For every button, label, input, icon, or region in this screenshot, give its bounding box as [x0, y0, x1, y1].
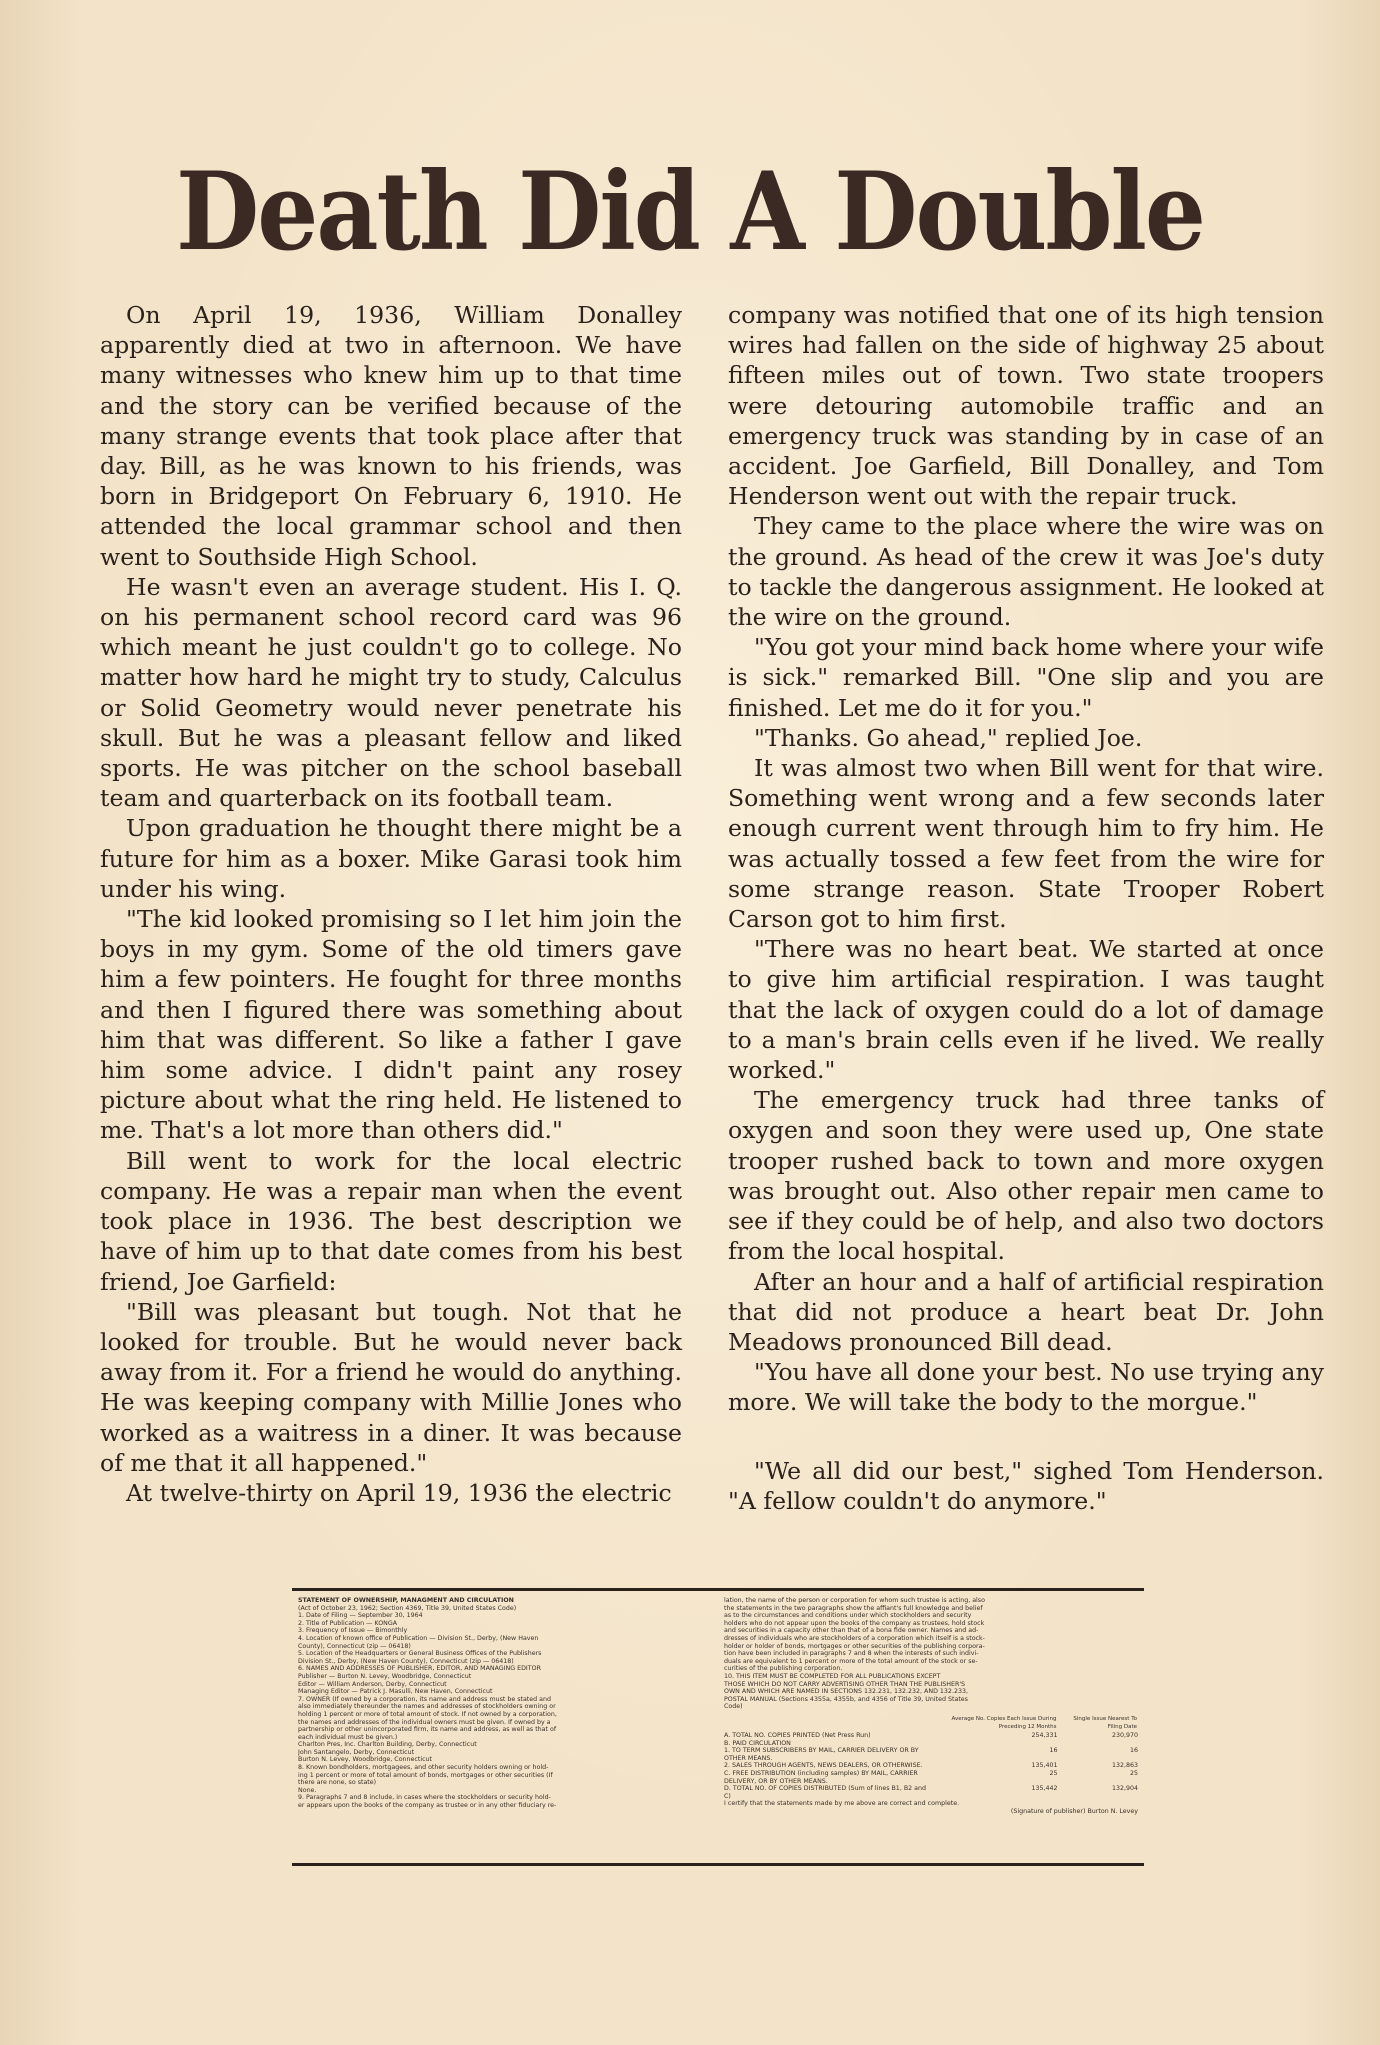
statement-line: Division St., Derby, (New Haven County), Connecticut (zip — 06418): [298, 1657, 514, 1665]
table-cell: 16: [1129, 1747, 1138, 1755]
statement-line: there are none, so state): [298, 1779, 377, 1787]
statement-line: THOSE WHICH DO NOT CARRY ADVERTISING OTHER THAN THE PUBLISHER'S: [724, 1680, 966, 1688]
paragraph: "The kid looked promising so I let him join the boys in my gym. Some of the old timers gave him a few pointers. He fought for three months and then I figured there was something about him that was different. So like a father I gave him some advice. I didn't paint any rosey picture about what the ring held. He listened to me. That's a lot more than others did.": [100, 905, 682, 1145]
statement-line: tion have been included in paragraphs 7 and 8 when the interests of such indivi-: [724, 1650, 979, 1658]
statement-line: and securities in a capacity other than that of a bona fide owner. Names and ad-: [724, 1627, 979, 1635]
table-cell: C. FREE DISTRIBUTION (including samples) BY MAIL, CARRIER DELIVERY, OR BY OTHER MEANS.: [724, 1770, 918, 1785]
statement-line: 6. NAMES AND ADDRESSES OF PUBLISHER, EDITOR, AND MANAGING EDITOR: [298, 1665, 541, 1673]
table-row: [724, 1715, 1138, 1732]
table-cell: [1058, 1740, 1138, 1748]
statement-line: partnership or other unincorporated firm, its name and address, as well as that of: [298, 1726, 557, 1734]
table-row: [724, 1732, 1138, 1740]
paragraph: "Thanks. Go ahead," replied Joe.: [754, 723, 1143, 752]
paragraph: "You have all done your best. No use trying any more. We will take the body to the morgue.": [728, 1358, 1324, 1417]
statement-line: the names and addresses of the individual owners must be given. If owned by a: [298, 1718, 551, 1726]
paragraph: "Bill was pleasant but tough. Not that he looked for trouble. But he would never back away from it. For a friend he would do anything. He was keeping company with Millie Jones who worked as a waitress in a diner. It was because of me that it all happened.": [100, 1297, 682, 1477]
statement-line: Publisher — Burton N. Levey, Woodbridge, Connecticut: [298, 1672, 472, 1680]
statement-line: STATEMENT OF OWNERSHIP, MANAGMENT AND CIRCULATION: [298, 1597, 514, 1604]
statement-line: Burton N. Levey, Woodbridge, Connecticut: [298, 1756, 433, 1764]
statement-line: 8. Known bondholders, mortgagees, and other security holders owning or hold-: [298, 1764, 549, 1772]
table-row: [724, 1785, 1138, 1800]
table-cell: 230,970: [1111, 1732, 1138, 1740]
table-cell: 254,331: [1031, 1732, 1058, 1740]
statement-line: (Act of October 23, 1962; Section 4369, Title 39, United States Code): [298, 1604, 517, 1612]
statement-line: 9. Paragraphs 7 and 8 include, in cases where the stockholders or security hold-: [298, 1794, 551, 1802]
table-header: Single Issue Nearest To Filing Date: [1073, 1715, 1137, 1730]
statement-line: Editor — William Anderson, Derby, Connecticut: [298, 1680, 447, 1688]
table-cell: [932, 1740, 1058, 1748]
statement-line: POSTAL MANUAL (Sections 4355a, 4355b, and 4356 of Title 39, United States: [724, 1695, 968, 1703]
table-row: [724, 1770, 1138, 1785]
paragraph: "You got your mind back home where your wife is sick." remarked Bill. "One slip and you are finished. Let me do it for you.": [728, 633, 1324, 722]
paragraph: "There was no heart beat. We started at once to give him artificial respiration. I was taught that the lack of oxygen could do a lot of damage to a man's brain cells even if he lived. We really worked.": [728, 935, 1324, 1085]
statement-line: er appears upon the books of the company as trustee or in any other fiduciary re-: [298, 1802, 557, 1810]
article-title: Death Did A Double: [175, 148, 1204, 275]
statement-line: 2. Title of Publication — KONGA: [298, 1619, 398, 1627]
statement-line: OWN AND WHICH ARE NAMED IN SECTIONS 132.231, 132.232, AND 132.233,: [724, 1688, 968, 1696]
statement-line: 4. Location of known office of Publication — Division St., Derby, (New Haven: [298, 1634, 539, 1642]
statement-line: Code): [724, 1703, 743, 1711]
statement-certify: I certify that the statements made by me above are correct and complete.: [724, 1800, 960, 1808]
statement-line: dresses of individuals who are stockholders of a corporation which itself is a stock-: [724, 1634, 985, 1642]
table-cell: 1. TO TERM SUBSCRIBERS BY MAIL, CARRIER DELIVERY OR BY OTHER MEANS.: [724, 1747, 919, 1762]
table-row: [724, 1762, 1138, 1770]
statement-line: as to the circumstances and conditions under which stockholders and security: [724, 1612, 972, 1620]
table-header: Average No. Copies Each Issue During Preceding 12 Months: [951, 1715, 1057, 1730]
table-cell: 135,401: [1031, 1762, 1058, 1770]
table-cell: A. TOTAL NO. COPIES PRINTED (Net Press Run): [724, 1732, 871, 1740]
table-cell: 2. SALES THROUGH AGENTS, NEWS DEALERS, OR OTHERWISE.: [724, 1762, 923, 1770]
statement-line: John Santangelo, Derby, Connecticut: [298, 1748, 415, 1756]
table-cell: 132,863: [1111, 1762, 1138, 1770]
ownership-statement: [292, 1588, 1144, 1866]
paragraph: The emergency truck had three tanks of oxygen and soon they were used up, One state trooper rushed back to town and more oxygen was brought out. Also other repair men came to see if they could be of help, and also two doctors from the local hospital.: [728, 1086, 1324, 1266]
paragraph: company was notified that one of its high tension wires had fallen on the side of highway 25 about fifteen miles out of town. Two state troopers were detouring automobile traffic and an emergency truck was standing by in case of an accident. Joe Garfield, Bill Donalley, and Tom Henderson went out with the repair truck.: [728, 301, 1324, 511]
statement-line: holders who do not appear upon the books of the company as trustees, hold stock: [724, 1619, 985, 1627]
paragraph: On April 19, 1936, William Donalley apparently died at two in afternoon. We have many witnesses who knew him up to that time and the story can be verified because of the many strange events that took place after that day. Bill, as he was known to his friends, was born in Bridgeport On February 6, 1910. He attended the local grammar school and then went to Southside High School.: [100, 301, 682, 571]
table-row: [724, 1747, 1138, 1762]
statement-line: curities of the publishing corporation.: [724, 1665, 843, 1673]
paragraph: Bill went to work for the local electric company. He was a repair man when the event took place in 1936. The best description we have of him up to that date comes from his best friend, Joe Garfield:: [100, 1146, 682, 1296]
statement-line: County), Connecticut (zip — 06418): [298, 1642, 411, 1650]
statement-signature: (Signature of publisher) Burton N. Levey: [1010, 1808, 1138, 1816]
right-column: [728, 300, 1324, 1516]
table-cell: 25: [1049, 1770, 1058, 1778]
paragraph: Upon graduation he thought there might be a future for him as a boxer. Mike Garasi took him under his wing.: [100, 814, 682, 903]
statement-line: 5. Location of the Headquarters or General Business Offices of the Publishers: [298, 1650, 542, 1658]
paragraph: They came to the place where the wire was on the ground. As head of the crew it was Joe's duty to tackle the dangerous assignment. He looked at the wire on the ground.: [728, 512, 1324, 632]
statement-line: each individual must be given.): [298, 1733, 398, 1741]
paragraph: He wasn't even an average student. His I. Q. on his permanent school record card was 96 which meant he just couldn't go to college. No matter how hard he might try to study, Calculus or Solid Geometry would never penetrate his skull. But he was a pleasant fellow and liked sports. He was pitcher on the school baseball team and quarterback on its football team.: [100, 572, 682, 813]
statement-right-column: [718, 1591, 1144, 1863]
statement-left-column: [292, 1591, 718, 1863]
statement-line: 7. OWNER (If owned by a corporation, its name and address must be stated and: [298, 1695, 552, 1703]
statement-line: duals are equivalent to 1 percent or more of the total amount of the stock or se-: [724, 1657, 978, 1665]
table-cell: B. PAID CIRCULATION: [724, 1739, 791, 1747]
statement-line: 3. Frequency of Issue — Bimonthly: [298, 1627, 408, 1635]
paragraph: At twelve-thirty on April 19, 1936 the electric: [126, 1478, 672, 1507]
statement-line: also immediately thereunder the names and addresses of stockholders owning or: [298, 1703, 556, 1711]
table-cell: 132,904: [1111, 1785, 1138, 1793]
paragraph: It was almost two when Bill went for that wire. Something went wrong and a few seconds later enough current went through him to fry him. He was actually tossed a few feet from the wire for some strange reason. State Trooper Robert Carson got to him first.: [728, 754, 1324, 934]
statement-line: lation, the name of the person or corporation for whom such trustee is acting, also: [724, 1597, 985, 1604]
paragraph: "We all did our best," sighed Tom Henderson. "A fellow couldn't do anymore.": [728, 1456, 1324, 1515]
statement-line: ing 1 percent or more of total amount of bonds, mortgages or other securities (If: [298, 1771, 553, 1779]
left-column: [100, 300, 682, 1508]
table-cell: D. TOTAL NO. OF COPIES DISTRIBUTED (Sum of lines B1, B2 and C): [724, 1785, 926, 1800]
statement-line: the statements in the two paragraphs show the affiant's full knowledge and belief: [724, 1604, 983, 1612]
paragraph: After an hour and a half of artificial respiration that did not produce a heart beat Dr. John Meadows pronounced Bill dead.: [728, 1267, 1324, 1356]
table-cell: 16: [1049, 1747, 1058, 1755]
table-row: [724, 1740, 1138, 1748]
statement-line: 1. Date of Filing — September 30, 1964: [298, 1612, 423, 1620]
statement-line: 10. THIS ITEM MUST BE COMPLETED FOR ALL PUBLICATIONS EXCEPT: [724, 1672, 941, 1680]
statement-line: None.: [298, 1786, 317, 1794]
table-cell: 25: [1129, 1770, 1138, 1778]
statement-line: Charlton Pres, Inc. Charlton Building, Derby, Connecticut: [298, 1741, 477, 1749]
table-cell: 135,442: [1031, 1785, 1058, 1793]
circulation-table: [724, 1715, 1138, 1801]
statement-line: holder or holder of bonds, mortgages or other securities of the publishing corpora-: [724, 1642, 985, 1650]
statement-line: Managing Editor — Patrick J. Masulli, New Haven, Connecticut: [298, 1688, 493, 1696]
statement-line: holding 1 percent or more of total amount of stock. If not owned by a corporation,: [298, 1710, 557, 1718]
